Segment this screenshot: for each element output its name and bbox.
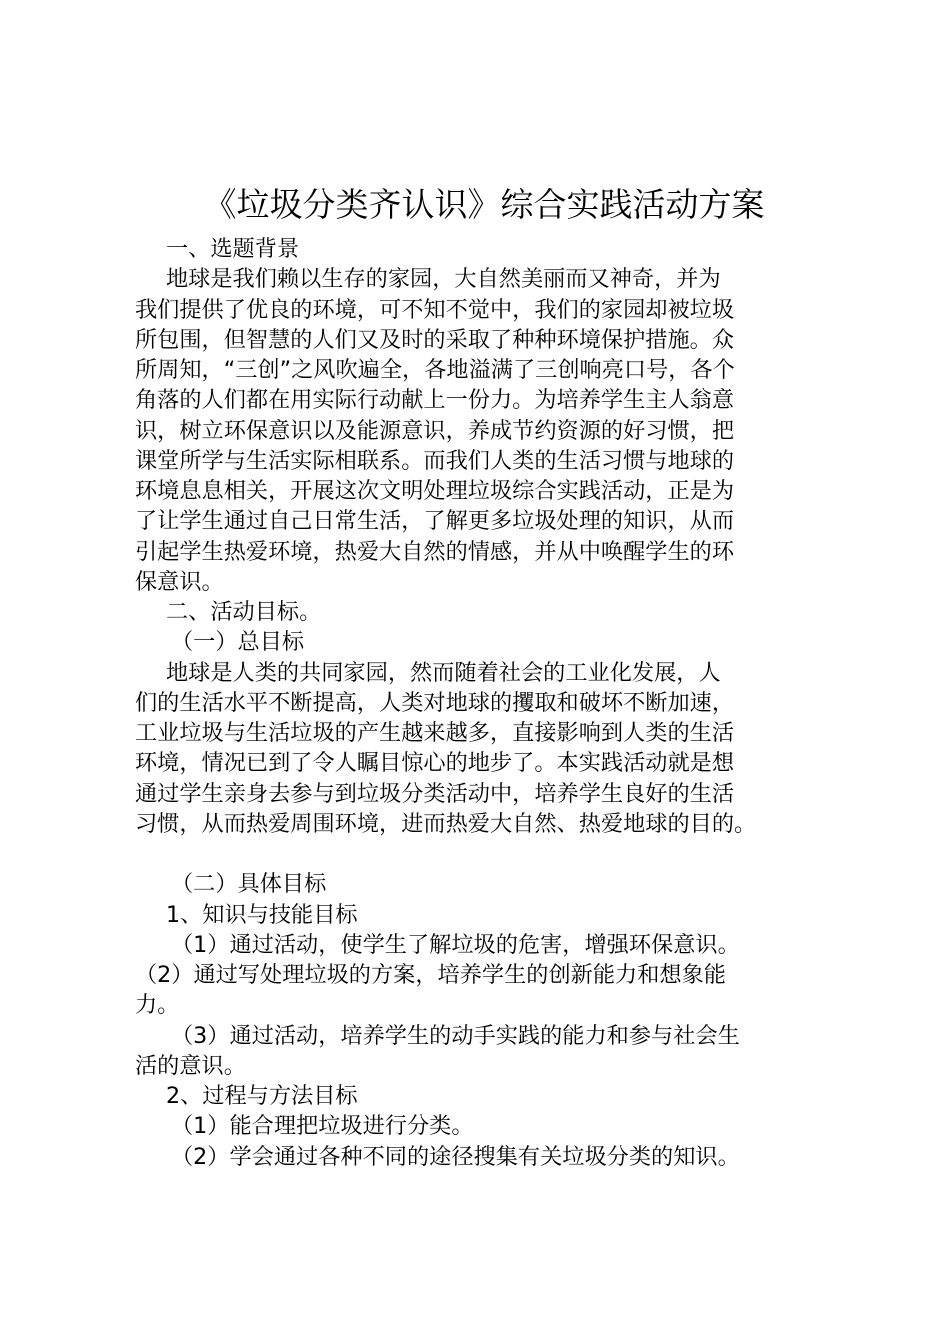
paragraph-line: 工业垃圾与生活垃圾的产生越来越多，直接影响到人类的生活 — [135, 720, 735, 746]
paragraph-line: 习惯，从而热爱周围环境，进而热爱大自然、热爱地球的目的。 — [135, 810, 757, 837]
list-item-continuation: 活的意识。 — [135, 1052, 246, 1079]
paragraph-line: 识，树立环保意识以及能源意识，养成节约资源的好习惯，把 — [135, 417, 735, 444]
paragraph-line: 环境，情况已到了令人瞩目惊心的地步了。本实践活动就是想 — [135, 750, 735, 777]
list-item-continuation: 力。 — [135, 992, 180, 1019]
blank-line — [135, 839, 835, 869]
item-heading: 1、知识与技能目标 — [166, 901, 358, 928]
paragraph-line: 我们提供了优良的环境，可不知不觉中，我们的家园却被垃圾 — [135, 296, 735, 323]
paragraph-line: 们的生活水平不断提高，人类对地球的攫取和破坏不断加速， — [135, 689, 735, 716]
subsection-heading: （一）总目标 — [171, 629, 305, 656]
section-heading: 一、选题背景 — [166, 236, 300, 262]
paragraph-line: 角落的人们都在用实际行动献上一份力。为培养学生主人翁意 — [135, 387, 735, 414]
paragraph-line: 所包围，但智慧的人们又及时的采取了种种环境保护措施。众 — [135, 326, 735, 353]
document-title: 《垃圾分类齐认识》综合实践活动方案 — [203, 185, 765, 224]
paragraph-line: 所周知，“三创”之风吹遍全，各地溢满了三创响亮口号，各个 — [135, 357, 735, 383]
list-item: （1）能合理把垃圾进行分类。 — [171, 1113, 474, 1140]
paragraph-line: 地球是我们赖以生存的家园，大自然美丽而又神奇，并为 — [166, 266, 721, 293]
paragraph-line: 了让学生通过自己日常生活，了解更多垃圾处理的知识，从而 — [135, 508, 735, 535]
paragraph-line: 引起学生热爱环境，热爱大自然的情感，并从中唤醒学生的环 — [135, 538, 735, 565]
subsection-heading: （二）具体目标 — [171, 871, 327, 898]
section-heading: 二、活动目标。 — [166, 599, 322, 625]
list-item: （2）学会通过各种不同的途径搜集有关垃圾分类的知识。 — [171, 1143, 740, 1170]
paragraph-line: 课堂所学与生活实际相联系。而我们人类的生活习惯与地球的 — [135, 447, 735, 474]
paragraph-line: 保意识。 — [135, 568, 224, 595]
list-item: （3）通过活动，培养学生的动手实践的能力和参与社会生 — [171, 1022, 740, 1049]
list-item: （2）通过写处理垃圾的方案，培养学生的创新能力和想象能 — [135, 962, 726, 988]
item-heading: 2、过程与方法目标 — [166, 1083, 358, 1109]
list-item: （1）通过活动，使学生了解垃圾的危害，增强环保意识。 — [171, 931, 740, 958]
paragraph-line: 环境息息相关，开展这次文明处理垃圾综合实践活动，正是为 — [135, 478, 735, 504]
document-body — [135, 234, 835, 1172]
paragraph-line: 通过学生亲身去参与到垃圾分类活动中，培养学生良好的生活 — [135, 780, 735, 807]
paragraph-line: 地球是人类的共同家园，然而随着社会的工业化发展，人 — [166, 659, 721, 686]
